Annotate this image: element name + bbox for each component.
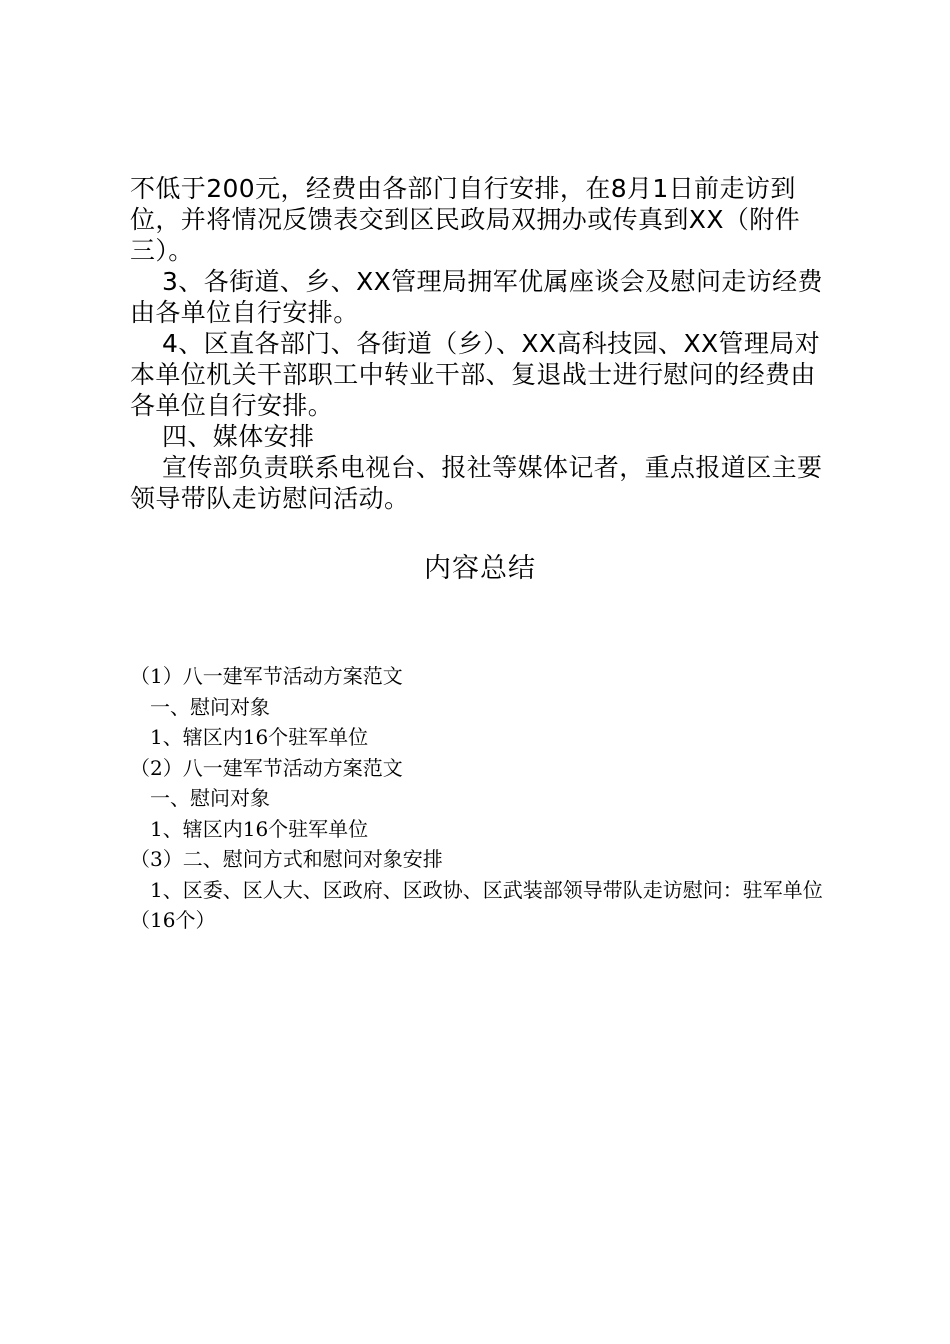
body-paragraph-4: 宣传部负责联系电视台、报社等媒体记者，重点报道区主要领导带队走访慰问活动。 — [130, 453, 823, 513]
summary-item-1: （1）八一建军节活动方案范文 — [130, 664, 403, 688]
body-paragraph-2: 3、各街道、乡、XX管理局拥军优属座谈会及慰问走访经费由各单位自行安排。 — [130, 267, 823, 327]
summary-item-5: 一、慰问对象 — [150, 786, 270, 810]
summary-item-6: 1、辖区内16个驻军单位 — [150, 816, 369, 841]
section-heading-media: 四、媒体安排 — [162, 422, 315, 451]
body-paragraph-3: 4、区直各部门、各街道（乡）、XX高科技园、XX管理局对本单位机关干部职工中转业干部、复退战士进行慰问的经费由各单位自行安排。 — [130, 329, 821, 420]
summary-item-7: （3）二、慰问方式和慰问对象安排 — [130, 847, 443, 871]
summary-item-2: 一、慰问对象 — [150, 694, 270, 719]
document-body — [130, 173, 830, 514]
summary-title: 内容总结 — [424, 553, 536, 584]
summary-list — [130, 661, 830, 936]
summary-item-3: 1、辖区内16个驻军单位 — [150, 725, 369, 749]
summary-item-4: （2）八一建军节活动方案范文 — [130, 755, 403, 780]
body-paragraph-1: 不低于200元，经费由各部门自行安排，在8月1日前走访到位，并将情况反馈表交到区民政局双拥办或传真到XX（附件三）。 — [130, 174, 801, 265]
summary-item-8: 1、区委、区人大、区政府、区政协、区武装部领导带队走访慰问：驻军单位（16个） — [130, 877, 823, 932]
